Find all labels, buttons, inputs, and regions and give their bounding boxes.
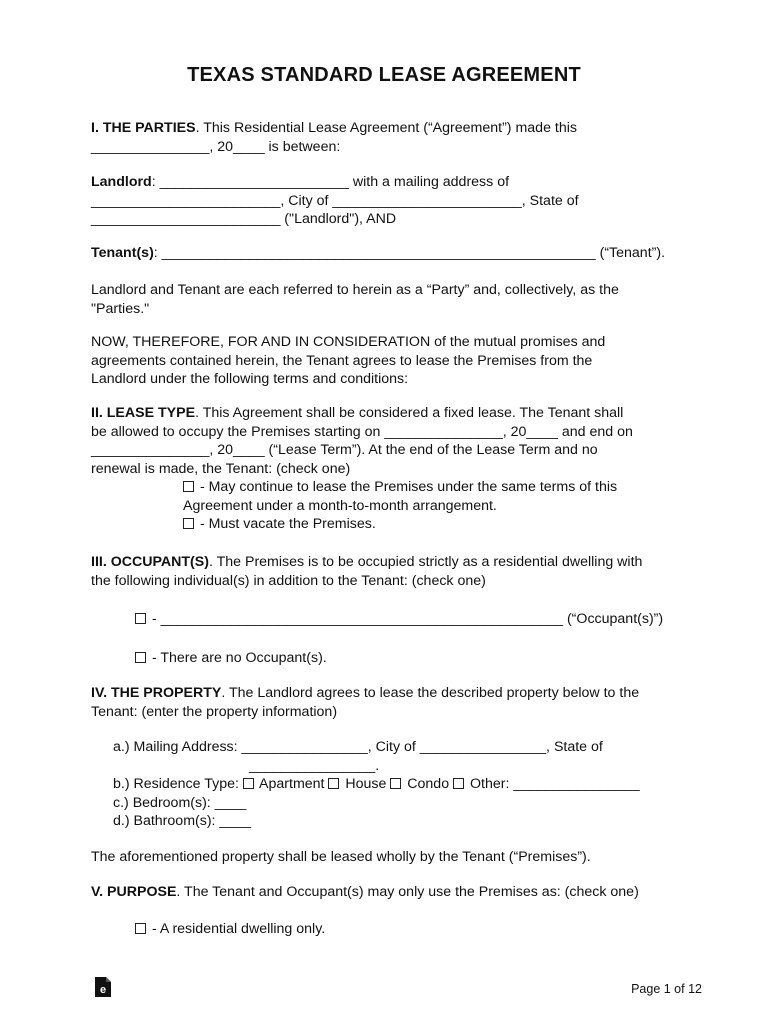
section-lease-type — [91, 404, 691, 534]
apartment-label: Apartment — [255, 776, 329, 792]
purpose-heading: V. PURPOSE — [91, 884, 177, 900]
party-def-1: Landlord and Tenant are each referred to herein as a “Party” and, collectively, as the — [91, 282, 619, 298]
occupants-text-2: the following individual(s) in addition to the Tenant: (check one) — [91, 572, 486, 589]
residence-type-label: b.) Residence Type: — [113, 776, 243, 792]
landlord-text-2: ________________________, City of ________________________, State of — [91, 192, 579, 209]
property-details — [91, 738, 713, 831]
occupants-named-label: - ___________________________________________________ (“Occupant(s)”) — [148, 611, 664, 627]
other-label: Other: ________________ — [466, 776, 640, 792]
purpose-text-1: . The Tenant and Occupant(s) may only use the Premises as: (check one) — [176, 884, 639, 900]
occupants-none-label: - There are no Occupant(s). — [148, 650, 327, 666]
other-checkbox[interactable] — [453, 778, 464, 789]
section-occupants — [91, 553, 691, 590]
occupants-named-checkbox[interactable] — [135, 613, 146, 624]
premises-text: The aforementioned property shall be leased wholly by the Tenant (“Premises”). — [91, 849, 591, 865]
property-heading: IV. THE PROPERTY — [91, 685, 222, 701]
lease-type-text-2: be allowed to occupy the Premises starting on _______________, 20____ and end on — [91, 423, 633, 440]
landlord-heading: Landlord — [91, 174, 152, 190]
section-tenant — [91, 244, 691, 263]
consideration-2: agreements contained herein, the Tenant agrees to lease the Premises from the — [91, 352, 593, 369]
eforms-logo-icon — [94, 976, 112, 998]
occupants-text-1: . The Premises is to be occupied strictly as a residential dwelling with — [208, 554, 643, 570]
lease-vacate-checkbox[interactable] — [183, 518, 194, 529]
property-address: a.) Mailing Address: ________________, City of ________________, State of — [113, 739, 603, 755]
occupants-none-checkbox[interactable] — [135, 652, 146, 663]
purpose-option-1 — [91, 920, 735, 939]
parties-heading: I. THE PARTIES — [91, 120, 196, 136]
bathrooms: d.) Bathroom(s): ____ — [113, 813, 251, 829]
property-state: ________________. — [249, 757, 380, 774]
lease-continue-label-1: - May continue to lease the Premises under the same terms of this — [196, 479, 618, 495]
house-checkbox[interactable] — [328, 778, 339, 789]
lease-type-text-4: renewal is made, the Tenant: (check one) — [91, 460, 351, 477]
section-parties — [91, 119, 691, 156]
page-number: Page 1 of 12 — [631, 982, 702, 996]
document-title: TEXAS STANDARD LEASE AGREEMENT — [187, 64, 581, 86]
tenant-text-1: : _______________________________________________________ (“Tenant”). — [153, 245, 666, 261]
consideration-paragraph — [91, 333, 691, 389]
section-purpose — [91, 883, 691, 902]
section-property — [91, 684, 691, 721]
parties-text-1: . This Residential Lease Agreement (“Agreement”) made this — [195, 120, 577, 136]
parties-text-2: _______________, 20____ is between: — [91, 138, 341, 155]
lease-type-heading: II. LEASE TYPE — [91, 405, 196, 421]
svg-text:e: e — [99, 984, 107, 996]
tenant-heading: Tenant(s) — [91, 245, 154, 261]
landlord-text-1: : ________________________ with a mailing address of — [151, 174, 510, 190]
residential-only-checkbox[interactable] — [135, 923, 146, 934]
residential-only-label: - A residential dwelling only. — [148, 921, 326, 937]
condo-checkbox[interactable] — [390, 778, 401, 789]
lease-type-text-3: _______________, 20____ (“Lease Term”). At the end of the Lease Term and no — [91, 442, 598, 458]
condo-label: Condo — [403, 776, 454, 792]
lease-vacate-label: - Must vacate the Premises. — [196, 516, 376, 532]
consideration-3: Landlord under the following terms and conditions: — [91, 371, 409, 387]
premises-statement — [91, 848, 691, 867]
occupants-option-2 — [91, 649, 735, 668]
consideration-1: NOW, THEREFORE, FOR AND IN CONSIDERATION of the mutual promises and — [91, 334, 606, 350]
bedrooms: c.) Bedroom(s): ____ — [113, 794, 247, 811]
property-text-1: . The Landlord agrees to lease the described property below to the — [221, 685, 640, 701]
occupants-heading: III. OCCUPANT(S) — [91, 554, 209, 570]
lease-continue-checkbox[interactable] — [183, 481, 194, 492]
party-definition — [91, 281, 691, 318]
party-def-2: "Parties." — [91, 300, 150, 317]
house-label: House — [341, 776, 391, 792]
apartment-checkbox[interactable] — [243, 778, 254, 789]
landlord-text-3: ________________________ ("Landlord"), AND — [91, 211, 397, 227]
occupants-option-1 — [91, 610, 735, 629]
property-text-2: Tenant: (enter the property information) — [91, 703, 338, 720]
lease-type-text-1: . This Agreement shall be considered a fixed lease. The Tenant shall — [195, 405, 624, 421]
lease-continue-label-2: Agreement under a month-to-month arrangement. — [183, 497, 497, 514]
section-landlord — [91, 173, 691, 229]
